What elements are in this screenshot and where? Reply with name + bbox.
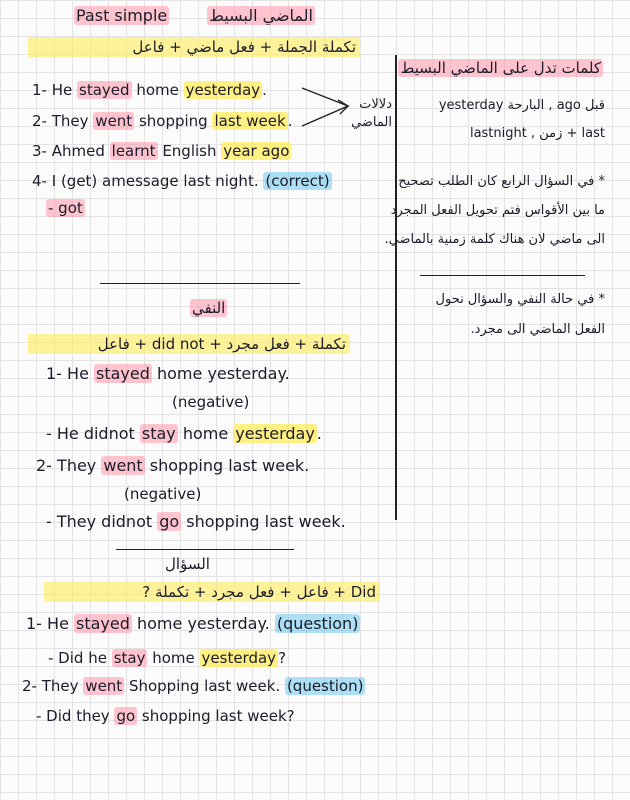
sidebar-note-1-line-2: ما بين الأقواس فتم تحويل الفعل المجرد xyxy=(390,203,605,218)
question-example-2: 2- They went Shopping last week. (question) xyxy=(22,677,364,695)
negative-example-1: 1- He stayed home yesterday. xyxy=(46,364,290,383)
question-answer-2: - Did they go shopping last week? xyxy=(36,707,295,725)
example-row-2: 2- They went shopping last week . xyxy=(32,112,293,130)
negative-example-2: 2- They went shopping last week. xyxy=(36,456,310,475)
sidebar-words-1: قبل ago , البارحة yesterday xyxy=(438,98,605,113)
question-title: السؤال xyxy=(165,555,210,573)
sidebar-note-2-line-1: * في حالة النفي والسؤال نحول xyxy=(435,292,605,307)
indicators-label: دلالات الماضي xyxy=(351,97,392,130)
section-divider-2 xyxy=(116,549,294,550)
example-row-4: 4- I (get) amessage last night. (correct) xyxy=(32,172,330,190)
affirmative-formula: تكملة الجملة + فعل ماضي + فاعل xyxy=(28,37,360,57)
sidebar-note-1-line-1: * في السؤال الرابع كان الطلب تصحيح xyxy=(398,174,605,189)
title-arabic: الماضي البسيط xyxy=(209,6,313,25)
negative-tag-1: (negative) xyxy=(172,393,250,411)
negative-answer-2: - They didnot go shopping last week. xyxy=(46,512,346,531)
title-english: Past simple xyxy=(76,6,168,25)
section-divider-1 xyxy=(100,283,300,284)
sidebar-note-2-line-2: الفعل الماضي الى مجرد. xyxy=(470,322,605,337)
example-row-1: 1- He stayed home yesterday . xyxy=(32,81,267,99)
negative-tag-2: (negative) xyxy=(124,485,202,503)
sidebar-separator xyxy=(420,275,585,276)
question-formula: Did + فاعل + فعل مجرد + تكملة ? xyxy=(44,582,380,602)
negative-answer-1: - He didnot stay home yesterday . xyxy=(46,424,322,443)
question-example-1: 1- He stayed home yesterday. (question) xyxy=(26,614,359,633)
question-answer-1: - Did he stay home yesterday ? xyxy=(48,649,287,667)
sidebar-note-1-line-3: الى ماضي لان هناك كلمة زمنية بالماضي. xyxy=(384,232,605,247)
negative-title: النفي xyxy=(192,299,226,317)
sidebar-heading: كلمات تدل على الماضي البسيط xyxy=(400,59,601,77)
sidebar-words-2: last + زمن , lastnight xyxy=(469,126,605,141)
example-row-3: 3- Ahmed learnt English year ago xyxy=(32,142,290,160)
sidebar-divider xyxy=(395,55,397,520)
example-answer: - got xyxy=(48,199,83,217)
negative-formula: تكملة + فعل مجرد + did not + فاعل xyxy=(28,334,350,354)
